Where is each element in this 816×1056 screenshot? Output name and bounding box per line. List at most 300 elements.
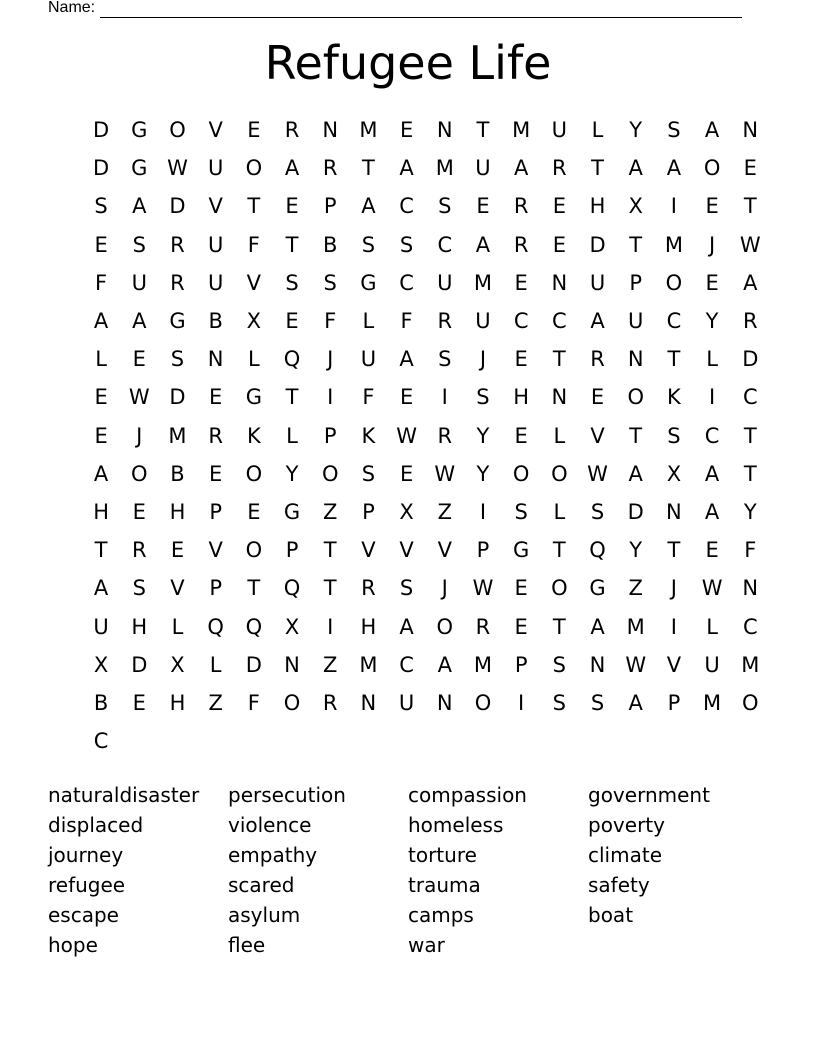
word-list-item: trauma bbox=[408, 873, 481, 897]
grid-letter: E bbox=[514, 347, 528, 372]
grid-letter: C bbox=[93, 729, 109, 754]
grid-letter: V bbox=[208, 118, 223, 143]
grid-letter: A bbox=[590, 309, 605, 334]
grid-letter: S bbox=[323, 270, 337, 295]
grid-letter: S bbox=[285, 270, 299, 295]
grid-letter: A bbox=[628, 156, 643, 181]
grid-letter: N bbox=[360, 690, 377, 715]
grid-letter: L bbox=[553, 499, 566, 524]
grid-letter: M bbox=[626, 614, 645, 639]
grid-letter: O bbox=[665, 270, 683, 295]
grid-letter: K bbox=[667, 385, 681, 410]
grid-letter: Q bbox=[245, 614, 263, 639]
grid-letter: V bbox=[590, 423, 605, 448]
grid-letter: E bbox=[514, 576, 528, 601]
grid-letter: P bbox=[209, 576, 222, 601]
grid-letter: X bbox=[170, 652, 185, 677]
word-list-item: escape bbox=[48, 903, 119, 927]
grid-letter: Y bbox=[285, 461, 299, 486]
grid-letter: V bbox=[437, 538, 452, 563]
grid-letter: E bbox=[94, 385, 108, 410]
grid-letter: X bbox=[246, 309, 262, 334]
grid-letter: F bbox=[400, 309, 413, 334]
grid-letter: R bbox=[513, 194, 529, 219]
grid-letter: N bbox=[284, 652, 300, 677]
grid-letter: R bbox=[437, 309, 453, 334]
word-list-item: camps bbox=[408, 903, 474, 927]
grid-letter: R bbox=[437, 423, 453, 448]
grid-letter: A bbox=[93, 461, 109, 486]
grid-letter: U bbox=[628, 309, 644, 334]
grid-letter: I bbox=[327, 614, 334, 639]
grid-letter: L bbox=[247, 347, 260, 372]
word-list-item: refugee bbox=[48, 873, 126, 897]
grid-letter: E bbox=[399, 385, 414, 410]
grid-letter: G bbox=[245, 385, 262, 410]
grid-letter: J bbox=[479, 347, 487, 372]
grid-letter: F bbox=[324, 309, 337, 334]
grid-letter: R bbox=[552, 156, 567, 181]
grid-letter: E bbox=[209, 385, 223, 410]
grid-letter: T bbox=[667, 347, 681, 372]
grid-letter: O bbox=[169, 118, 186, 143]
grid-letter: S bbox=[399, 232, 414, 257]
word-list-item: displaced bbox=[48, 813, 144, 837]
grid-letter: C bbox=[704, 423, 720, 448]
grid-letter: B bbox=[93, 690, 109, 715]
grid-letter: M bbox=[741, 652, 760, 677]
grid-letter: B bbox=[170, 461, 185, 486]
word-list-item: war bbox=[408, 933, 445, 957]
grid-letter: U bbox=[475, 309, 491, 334]
grid-letter: V bbox=[361, 538, 376, 563]
grid-letter: W bbox=[434, 461, 456, 486]
grid-letter: E bbox=[132, 499, 146, 524]
grid-letter: R bbox=[284, 118, 300, 143]
grid-letter: R bbox=[590, 347, 605, 372]
grid-letter: E bbox=[514, 614, 528, 639]
grid-letter: U bbox=[207, 156, 224, 181]
grid-letter: G bbox=[360, 270, 377, 295]
grid-letter: T bbox=[361, 156, 375, 181]
grid-letter: V bbox=[666, 652, 682, 677]
grid-letter: G bbox=[131, 118, 148, 143]
grid-letter: T bbox=[552, 347, 566, 372]
grid-letter: A bbox=[628, 461, 643, 486]
grid-letter: J bbox=[327, 347, 334, 372]
grid-letter: L bbox=[553, 423, 566, 448]
grid-letter: J bbox=[708, 232, 716, 257]
grid-letter: D bbox=[93, 156, 110, 181]
grid-letter: O bbox=[245, 538, 263, 563]
grid-letter: J bbox=[441, 576, 448, 601]
grid-letter: Y bbox=[476, 461, 490, 486]
grid-letter: U bbox=[93, 614, 109, 639]
grid-letter: R bbox=[361, 576, 376, 601]
grid-letter: F bbox=[362, 385, 375, 410]
grid-letter: E bbox=[247, 118, 261, 143]
grid-letter: N bbox=[627, 347, 644, 372]
grid-letter: M bbox=[359, 118, 378, 143]
grid-letter: C bbox=[666, 309, 682, 334]
grid-letter: N bbox=[742, 118, 759, 143]
word-list-item: poverty bbox=[588, 813, 665, 837]
grid-letter: N bbox=[589, 652, 606, 677]
grid-letter: A bbox=[475, 232, 491, 257]
grid-letter: N bbox=[322, 118, 339, 143]
grid-letter: A bbox=[590, 614, 605, 639]
word-list-item: compassion bbox=[408, 783, 527, 807]
grid-letter: J bbox=[136, 423, 143, 448]
grid-letter: U bbox=[131, 270, 147, 295]
grid-letter: T bbox=[629, 423, 643, 448]
grid-letter: X bbox=[666, 461, 682, 486]
grid-letter: T bbox=[476, 118, 490, 143]
name-label: Name: bbox=[48, 0, 96, 16]
grid-letter: S bbox=[438, 194, 452, 219]
grid-letter: W bbox=[739, 232, 761, 257]
word-list-item: empathy bbox=[228, 843, 318, 867]
grid-letter: W bbox=[167, 156, 188, 181]
grid-letter: A bbox=[399, 156, 414, 181]
grid-letter: A bbox=[743, 270, 758, 295]
grid-letter: T bbox=[285, 385, 299, 410]
grid-letter: E bbox=[514, 423, 528, 448]
grid-letter: C bbox=[399, 652, 414, 677]
grid-letter: T bbox=[323, 576, 337, 601]
grid-letter: A bbox=[399, 347, 414, 372]
grid-letter: S bbox=[552, 652, 567, 677]
grid-letter: T bbox=[94, 538, 108, 563]
grid-letter: O bbox=[283, 690, 301, 715]
word-list-item: violence bbox=[228, 813, 312, 837]
grid-letter: W bbox=[587, 461, 608, 486]
grid-letter: I bbox=[670, 194, 677, 219]
grid-letter: T bbox=[743, 194, 757, 219]
grid-letter: S bbox=[514, 499, 528, 524]
grid-letter: U bbox=[207, 232, 224, 257]
grid-letter: R bbox=[322, 156, 338, 181]
grid-letter: N bbox=[207, 347, 224, 372]
grid-letter: E bbox=[247, 499, 261, 524]
grid-letter: L bbox=[171, 614, 184, 639]
name-underline bbox=[100, 3, 742, 18]
grid-letter: D bbox=[627, 499, 644, 524]
grid-letter: A bbox=[132, 309, 147, 334]
grid-letter: E bbox=[285, 194, 299, 219]
grid-letter: O bbox=[703, 156, 721, 181]
grid-letter: T bbox=[285, 232, 299, 257]
grid-letter: I bbox=[479, 499, 487, 524]
grid-letter: M bbox=[168, 423, 187, 448]
grid-letter: U bbox=[360, 347, 377, 372]
grid-letter: H bbox=[93, 499, 109, 524]
grid-letter: G bbox=[589, 576, 606, 601]
grid-letter: O bbox=[245, 156, 263, 181]
grid-letter: V bbox=[208, 538, 223, 563]
grid-letter: W bbox=[396, 423, 417, 448]
grid-letter: N bbox=[666, 499, 682, 524]
grid-letter: S bbox=[132, 232, 146, 257]
word-list-item: climate bbox=[588, 843, 662, 867]
grid-letter: G bbox=[513, 538, 530, 563]
word-list-item: safety bbox=[588, 873, 650, 897]
grid-letter: N bbox=[436, 690, 453, 715]
grid-letter: E bbox=[552, 194, 566, 219]
grid-letter: G bbox=[131, 156, 148, 181]
grid-letter: G bbox=[283, 499, 301, 524]
grid-letter: R bbox=[513, 232, 529, 257]
grid-letter: M bbox=[664, 232, 683, 257]
grid-letter: A bbox=[93, 309, 109, 334]
grid-letter: P bbox=[209, 499, 222, 524]
grid-letter: A bbox=[93, 576, 109, 601]
grid-letter: P bbox=[667, 690, 681, 715]
grid-letter: T bbox=[591, 156, 604, 181]
grid-letter: H bbox=[360, 614, 377, 639]
grid-letter: P bbox=[285, 538, 299, 563]
word-list-item: government bbox=[588, 783, 710, 807]
grid-letter: I bbox=[441, 385, 448, 410]
grid-letter: N bbox=[551, 270, 568, 295]
grid-letter: T bbox=[247, 194, 261, 219]
word-list-item: flee bbox=[228, 933, 266, 957]
grid-letter: D bbox=[169, 194, 186, 219]
grid-letter: C bbox=[513, 309, 529, 334]
grid-letter: E bbox=[132, 347, 146, 372]
grid-letter: Y bbox=[705, 309, 719, 334]
grid-letter: S bbox=[361, 461, 376, 486]
grid-letter: X bbox=[628, 194, 643, 219]
grid-letter: S bbox=[399, 576, 414, 601]
grid-letter: A bbox=[437, 652, 452, 677]
grid-letter: R bbox=[170, 270, 185, 295]
grid-letter: V bbox=[246, 270, 262, 295]
grid-letter: V bbox=[399, 538, 414, 563]
grid-letter: Z bbox=[437, 499, 452, 524]
grid-letter: D bbox=[93, 118, 110, 143]
grid-letter: O bbox=[131, 461, 148, 486]
grid-letter: K bbox=[246, 423, 261, 448]
grid-letter: P bbox=[476, 538, 490, 563]
grid-letter: Q bbox=[283, 576, 301, 601]
grid-letter: E bbox=[476, 194, 490, 219]
grid-letter: I bbox=[327, 385, 334, 410]
grid-letter: A bbox=[132, 194, 147, 219]
grid-letter: P bbox=[323, 194, 337, 219]
grid-letter: C bbox=[399, 270, 414, 295]
grid-letter: I bbox=[708, 385, 716, 410]
grid-letter: N bbox=[742, 576, 759, 601]
word-list-item: torture bbox=[408, 843, 477, 867]
grid-letter: C bbox=[399, 194, 414, 219]
grid-letter: S bbox=[438, 347, 452, 372]
grid-letter: S bbox=[132, 576, 146, 601]
grid-letter: O bbox=[742, 690, 759, 715]
word-list-item: scared bbox=[228, 873, 295, 897]
grid-letter: F bbox=[247, 232, 260, 257]
grid-letter: E bbox=[209, 461, 223, 486]
grid-letter: L bbox=[706, 347, 718, 372]
grid-letter: N bbox=[551, 385, 568, 410]
grid-letter: I bbox=[518, 690, 525, 715]
grid-letter: E bbox=[399, 118, 414, 143]
grid-letter: U bbox=[398, 690, 415, 715]
grid-letter: F bbox=[95, 270, 108, 295]
grid-letter: L bbox=[362, 309, 375, 334]
grid-letter: E bbox=[705, 538, 719, 563]
grid-letter: X bbox=[284, 614, 300, 639]
grid-letter: T bbox=[667, 538, 681, 563]
grid-letter: R bbox=[322, 690, 338, 715]
grid-letter: L bbox=[286, 423, 298, 448]
grid-letter: T bbox=[323, 538, 337, 563]
grid-letter: O bbox=[474, 690, 492, 715]
grid-letter: A bbox=[628, 690, 643, 715]
grid-letter: T bbox=[743, 423, 757, 448]
grid-letter: R bbox=[475, 614, 491, 639]
grid-letter: U bbox=[704, 652, 720, 677]
grid-letter: C bbox=[742, 385, 758, 410]
grid-letter: R bbox=[131, 538, 147, 563]
grid-letter: B bbox=[323, 232, 338, 257]
grid-letter: A bbox=[666, 156, 682, 181]
word-list-item: naturaldisaster bbox=[48, 783, 200, 807]
grid-letter: Q bbox=[283, 347, 301, 372]
grid-letter: Y bbox=[743, 499, 757, 524]
grid-letter: L bbox=[95, 347, 107, 372]
grid-letter: I bbox=[670, 614, 677, 639]
word-list-item: hope bbox=[48, 933, 98, 957]
grid-letter: Q bbox=[207, 614, 224, 639]
grid-letter: D bbox=[742, 347, 759, 372]
grid-letter: T bbox=[552, 538, 566, 563]
grid-letter: E bbox=[285, 309, 299, 334]
grid-letter: S bbox=[361, 232, 376, 257]
grid-letter: A bbox=[361, 194, 376, 219]
grid-letter: S bbox=[590, 499, 605, 524]
grid-letter: W bbox=[701, 576, 723, 601]
grid-letter: A bbox=[704, 118, 720, 143]
grid-letter: E bbox=[514, 270, 528, 295]
grid-letter: M bbox=[435, 156, 454, 181]
grid-letter: G bbox=[169, 309, 186, 334]
grid-letter: F bbox=[744, 538, 757, 563]
grid-letter: T bbox=[743, 461, 757, 486]
grid-letter: U bbox=[207, 270, 224, 295]
grid-letter: V bbox=[170, 576, 185, 601]
grid-letter: M bbox=[703, 690, 722, 715]
grid-letter: P bbox=[323, 423, 337, 448]
grid-letter: H bbox=[589, 194, 606, 219]
grid-letter: S bbox=[667, 423, 681, 448]
word-list-item: asylum bbox=[228, 903, 301, 927]
grid-letter: E bbox=[399, 461, 414, 486]
grid-letter: S bbox=[667, 118, 681, 143]
grid-letter: R bbox=[170, 232, 185, 257]
grid-letter: N bbox=[436, 118, 453, 143]
grid-letter: O bbox=[627, 385, 644, 410]
grid-letter: S bbox=[170, 347, 185, 372]
grid-letter: E bbox=[94, 423, 108, 448]
grid-letter: R bbox=[208, 423, 223, 448]
grid-letter: D bbox=[589, 232, 606, 257]
grid-letter: W bbox=[625, 652, 647, 677]
grid-letter: Y bbox=[629, 538, 643, 563]
grid-letter: Y bbox=[476, 423, 490, 448]
grid-letter: P bbox=[362, 499, 375, 524]
grid-letter: P bbox=[514, 652, 528, 677]
grid-letter: H bbox=[131, 614, 148, 639]
grid-letter: M bbox=[473, 652, 493, 677]
grid-letter: Q bbox=[589, 538, 606, 563]
grid-letter: A bbox=[704, 461, 720, 486]
word-list bbox=[48, 780, 768, 960]
grid-letter: U bbox=[437, 270, 453, 295]
grid-letter: P bbox=[629, 270, 643, 295]
grid-letter: O bbox=[436, 614, 454, 639]
word-list-item: journey bbox=[48, 843, 124, 867]
grid-letter: O bbox=[551, 461, 568, 486]
grid-letter: H bbox=[513, 385, 530, 410]
grid-letter: L bbox=[706, 614, 718, 639]
grid-letter: F bbox=[247, 690, 260, 715]
grid-letter: S bbox=[590, 690, 605, 715]
grid-letter: E bbox=[170, 538, 185, 563]
grid-letter: Z bbox=[628, 576, 643, 601]
grid-letter: W bbox=[472, 576, 494, 601]
grid-letter: U bbox=[475, 156, 491, 181]
grid-letter: O bbox=[512, 461, 530, 486]
grid-letter: T bbox=[552, 614, 566, 639]
word-list-item: persecution bbox=[228, 783, 346, 807]
grid-letter: O bbox=[245, 461, 263, 486]
page-title: Refugee Life bbox=[264, 36, 552, 90]
grid-letter: H bbox=[169, 499, 186, 524]
grid-letter: H bbox=[169, 690, 186, 715]
grid-letter: K bbox=[361, 423, 376, 448]
grid-letter: S bbox=[552, 690, 567, 715]
grid-letter: Z bbox=[323, 499, 338, 524]
grid-letter: C bbox=[742, 614, 758, 639]
grid-letter: M bbox=[359, 652, 378, 677]
grid-letter: W bbox=[128, 385, 150, 410]
grid-letter: A bbox=[284, 156, 300, 181]
grid-letter: D bbox=[131, 652, 148, 677]
grid-letter: E bbox=[132, 690, 146, 715]
grid-letter: L bbox=[591, 118, 604, 143]
grid-letter: B bbox=[208, 309, 223, 334]
grid-letter: D bbox=[169, 385, 186, 410]
grid-letter: E bbox=[590, 385, 605, 410]
grid-letter: O bbox=[551, 576, 568, 601]
grid-letter: Y bbox=[629, 118, 643, 143]
grid-letter: A bbox=[399, 614, 414, 639]
grid-letter: S bbox=[94, 194, 108, 219]
grid-letter: T bbox=[629, 232, 643, 257]
grid-letter: C bbox=[437, 232, 453, 257]
grid-letter: C bbox=[552, 309, 567, 334]
grid-letter: J bbox=[670, 576, 677, 601]
grid-letter: O bbox=[321, 461, 339, 486]
grid-letter: X bbox=[93, 652, 109, 677]
word-list-item: homeless bbox=[408, 813, 504, 837]
grid-letter: Z bbox=[323, 652, 338, 677]
grid-letter: U bbox=[551, 118, 568, 143]
grid-letter: E bbox=[743, 156, 757, 181]
word-list-item: boat bbox=[588, 903, 634, 927]
grid-letter: M bbox=[473, 270, 493, 295]
